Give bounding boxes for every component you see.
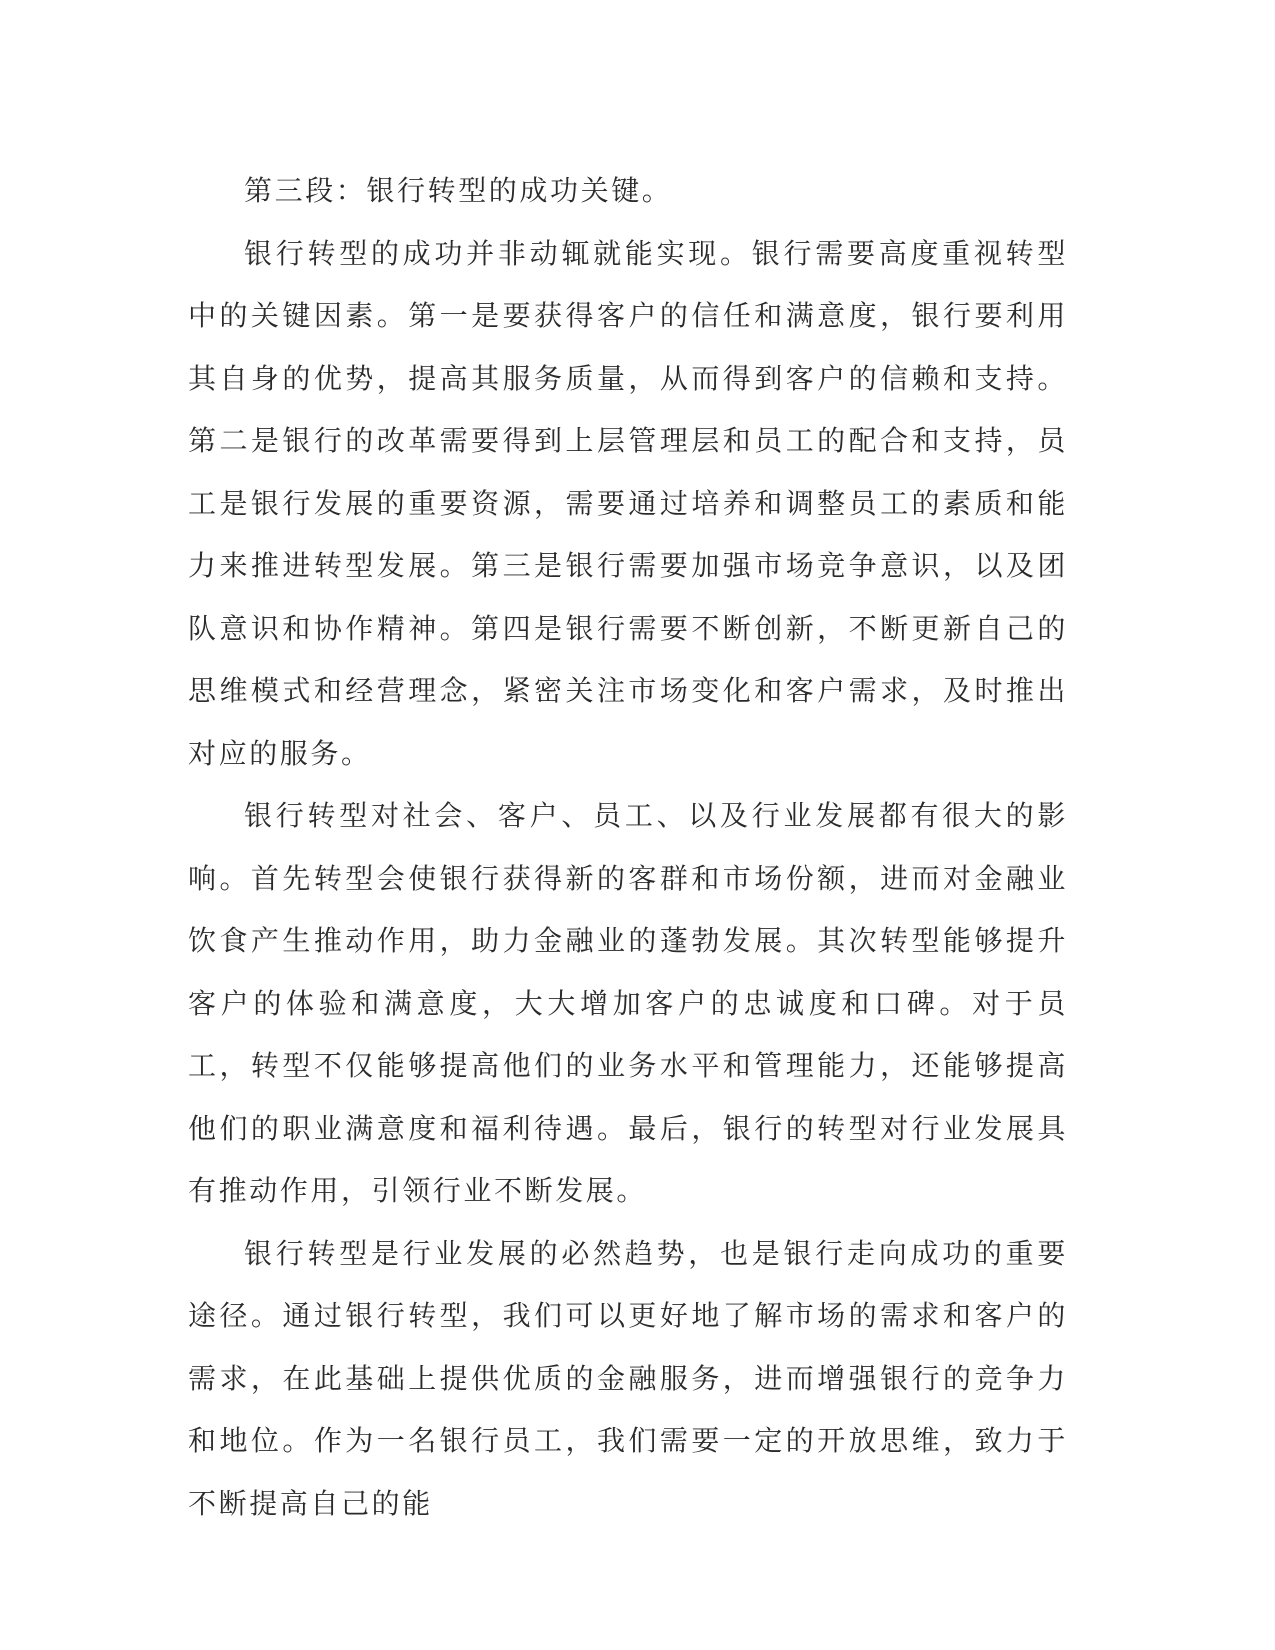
paragraph-conclusion: 银行转型是行业发展的必然趋势，也是银行走向成功的重要途径。通过银行转型，我们可以更好地了解市场的需求和客户的需求，在此基础上提供优质的金融服务，进而增强银行的竞争力和地位。作为一名银行员工，我们需要一定的开放思维，致力于不断提高自己的能 <box>188 1236 1068 1520</box>
section-heading: 第三段：银行转型的成功关键。 <box>244 174 673 207</box>
document-body <box>188 160 1068 1535</box>
paragraph-impact: 银行转型对社会、客户、员工、以及行业发展都有很大的影响。首先转型会使银行获得新的客群和市场份额，进而对金融业饮食产生推动作用，助力金融业的蓬勃发展。其次转型能够提升客户的体验和满意度，大大增加客户的忠诚度和口碑。对于员工，转型不仅能够提高他们的业务水平和管理能力，还能够提高他们的职业满意度和福利待遇。最后，银行的转型对行业发展具有推动作用，引领行业不断发展。 <box>188 799 1068 1207</box>
paragraph-key-factors: 银行转型的成功并非动辄就能实现。银行需要高度重视转型中的关键因素。第一是要获得客户的信任和满意度，银行要利用其自身的优势，提高其服务质量，从而得到客户的信赖和支持。第二是银行的改革需要得到上层管理层和员工的配合和支持，员工是银行发展的重要资源，需要通过培养和调整员工的素质和能力来推进转型发展。第三是银行需要加强市场竞争意识，以及团队意识和协作精神。第四是银行需要不断创新，不断更新自己的思维模式和经营理念，紧密关注市场变化和客户需求，及时推出对应的服务。 <box>188 236 1068 770</box>
